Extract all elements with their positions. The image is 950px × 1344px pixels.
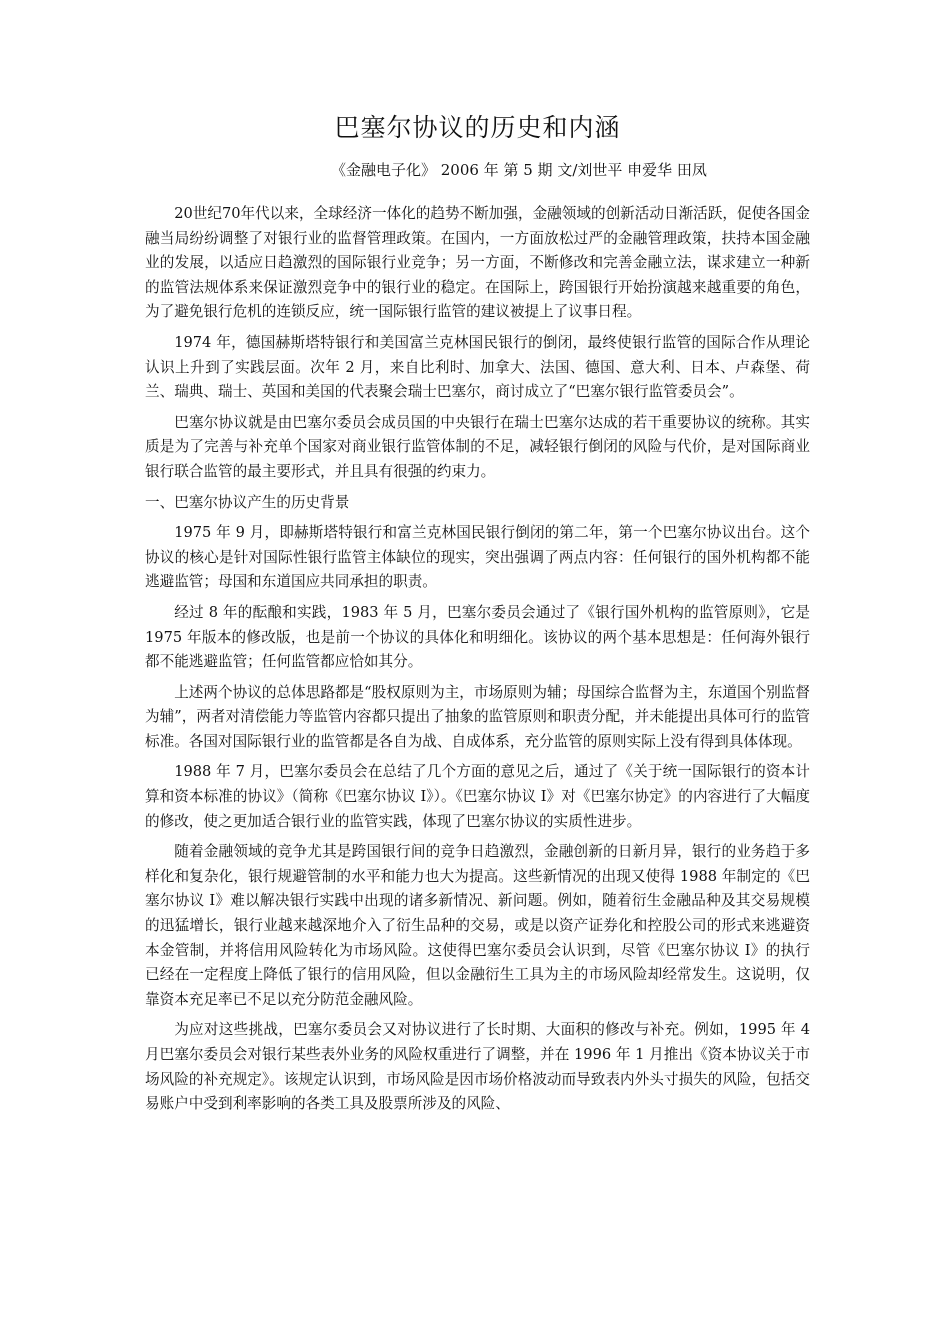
section-heading: 一、巴塞尔协议产生的历史背景 — [145, 493, 350, 511]
section-paragraph-1: 1975 年 9 月，即赫斯塔特银行和富兰克林国民银行倒闭的第二年，第一个巴塞尔协议出台。这个协议的核心是针对国际性银行监管主体缺位的现实，突出强调了两点内容：任何银行的国外机构都不能逃避监管；母国和东道国应共同承担的职责。 — [145, 524, 810, 591]
section-paragraph-3: 上述两个协议的总体思路都是“股权原则为主，市场原则为辅；母国综合监督为主，东道国个别监督为辅”，两者对清偿能力等监管内容都只提出了抽象的监管原则和职责分配，并未能提出具体可行的监管标准。各国对国际银行业的监管都是各自为战、自成体系，充分监管的原则实际上没有得到具体体现。 — [145, 683, 810, 750]
intro-paragraph-2: 1974 年，德国赫斯塔特银行和美国富兰克林国民银行的倒闭，最终使银行监管的国际合作从理论认识上升到了实践层面。次年 2 月，来自比利时、加拿大、法国、德国、意大利、日本、卢森堡、荷兰、瑞典、瑞士、英国和美国的代表聚会瑞士巴塞尔，商讨成立了“巴塞尔银行监管委员会”。 — [145, 333, 810, 401]
section-paragraph-6: 为应对这些挑战，巴塞尔委员会又对协议进行了长时期、大面积的修改与补充。例如，1995 年 4 月巴塞尔委员会对银行某些表外业务的风险权重进行了调整，并在 1996 年 1 月推出《资本协议关于市场风险的补充规定》。该规定认识到，市场风险是因市场价格波动而导致表内外头寸损失的风险，包括交易账户中受到利率影响的各类工具及股票所涉及的风险、 — [145, 1021, 810, 1113]
section-paragraph-4: 1988 年 7 月，巴塞尔委员会在总结了几个方面的意见之后，通过了《关于统一国际银行的资本计算和资本标准的协议》（简称《巴塞尔协议 I》）。《巴塞尔协议 I》对《巴塞尔协定》的内容进行了大幅度的修改，使之更加适合银行业的监管实践，体现了巴塞尔协议的实质性进步。 — [145, 763, 810, 830]
section-paragraph-5: 随着金融领域的竞争尤其是跨国银行间的竞争日趋激烈，金融创新的日新月异，银行的业务趋于多样化和复杂化，银行规避管制的水平和能力也大为提高。这些新情况的出现又使得 1988 年制定的《巴塞尔协议 I》难以解决银行实践中出现的诸多新情况、新问题。例如，随着衍生金融品种及其交易规模的迅猛增长，银行业越来越深地介入了衍生品种的交易，或是以资产证券化和控股公司的形式来逃避资本金管制，并将信用风险转化为市场风险。这使得巴塞尔委员会认识到，尽管《巴塞尔协议 I》的执行已经在一定程度上降低了银行的信用风险，但以金融衍生工具为主的市场风险却经常发生。这说明，仅靠资本充足率已不足以充分防范金融风险。 — [145, 843, 810, 1008]
document-page — [145, 108, 810, 1123]
document-title: 巴塞尔协议的历史和内涵 — [334, 113, 621, 142]
intro-paragraph-1: 20世纪70年代以来，全球经济一体化的趋势不断加强，金融领域的创新活动日渐活跃，促使各国金融当局纷纷调整了对银行业的监督管理政策。在国内，一方面放松过严的金融管理政策，扶持本国金融业的发展，以适应日趋激烈的国际银行业竞争；另一方面，不断修改和完善金融立法，谋求建立一种新的监管法规体系来保证激烈竞争中的银行业的稳定。在国际上，跨国银行开始扮演越来越重要的角色，为了避免银行危机的连锁反应，统一国际银行监管的建议被提上了议事日程。 — [145, 205, 810, 321]
section-paragraph-2: 经过 8 年的酝酿和实践，1983 年 5 月，巴塞尔委员会通过了《银行国外机构的监管原则》，它是 1975 年版本的修改版，也是前一个协议的具体化和明细化。该协议的两个基本思想是：任何海外银行都不能逃避监管；任何监管都应恰如其分。 — [145, 603, 810, 671]
intro-paragraph-3: 巴塞尔协议就是由巴塞尔委员会成员国的中央银行在瑞士巴塞尔达成的若干重要协议的统称。其实质是为了完善与补充单个国家对商业银行监管体制的不足，减轻银行倒闭的风险与代价，是对国际商业银行联合监管的最主要形式，并且具有很强的约束力。 — [145, 413, 810, 480]
byline: 《金融电子化》 2006 年 第 5 期 文/刘世平 申爱华 田凤 — [331, 161, 707, 179]
